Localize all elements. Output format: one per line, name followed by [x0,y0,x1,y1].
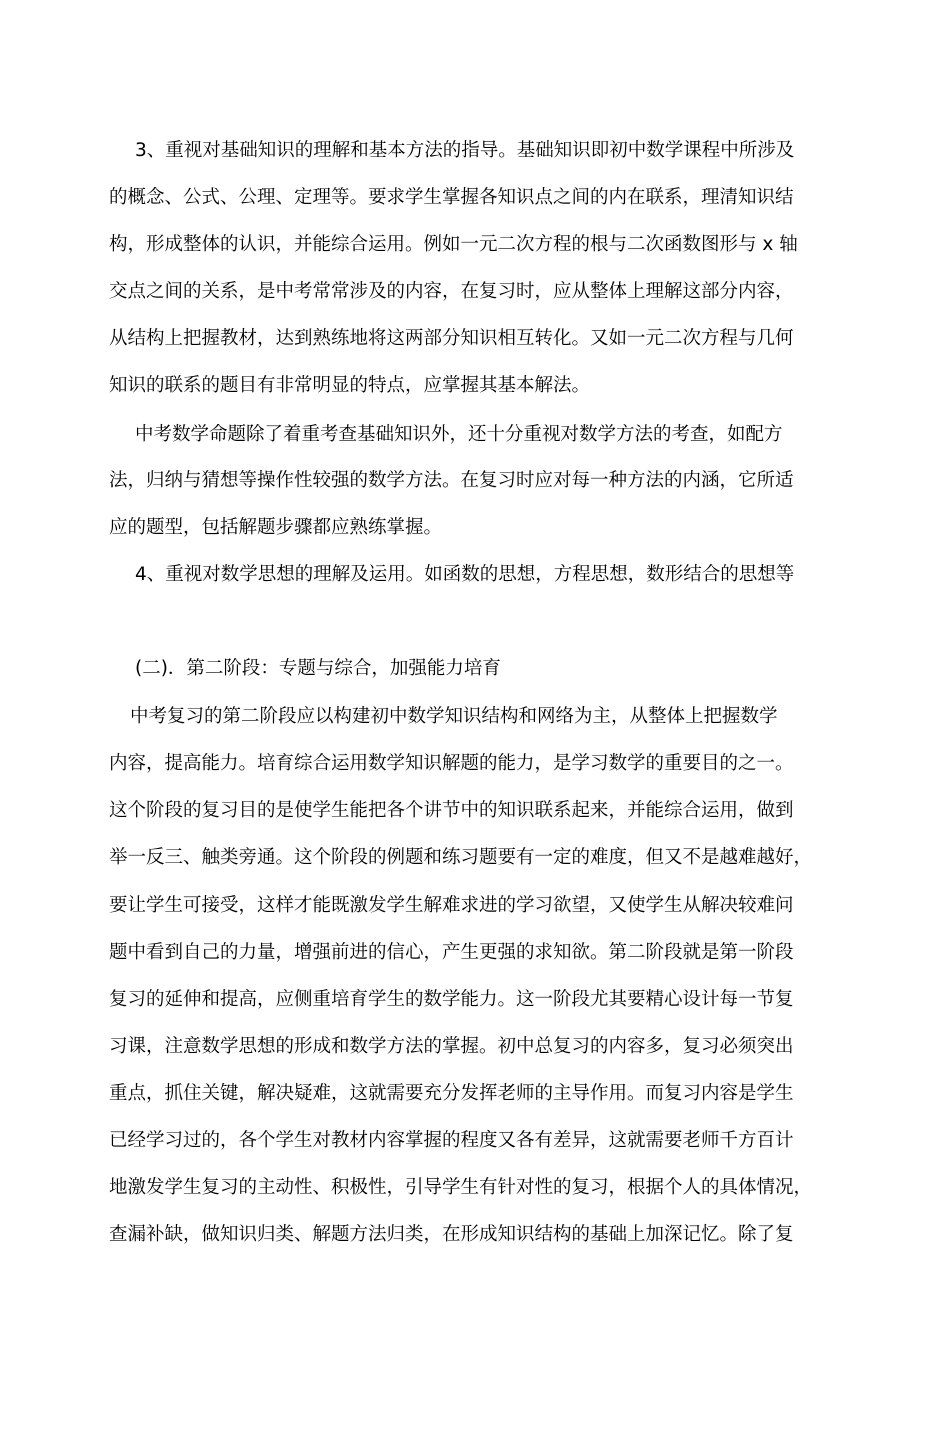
stage-two-line-7: 复习的延伸和提高，应侧重培育学生的数学能力。这一阶段尤其要精心设计每一节复 [109,989,794,1010]
stage-two-line-2: 内容，提高能力。培育综合运用数学知识解题的能力，是学习数学的重要目的之一。 [109,753,794,774]
paragraph-3-line-6: 知识的联系的题目有非常明显的特点，应掌握其基本解法。 [109,375,591,396]
paragraph-3-line-1: 3、重视对基础知识的理解和基本方法的指导。基础知识即初中数学课程中所涉及 [135,140,795,161]
methods-paragraph-line-3: 应的题型，包括解题步骤都应熟练掌握。 [109,517,443,538]
paragraph-4-line-1: 4、重视对数学思想的理解及运用。如函数的思想，方程思想，数形结合的思想等 [135,564,795,585]
stage-two-line-9: 重点，抓住关键，解决疑难，这就需要充分发挥老师的主导作用。而复习内容是学生 [109,1083,794,1104]
stage-two-line-11: 地激发学生复习的主动性、积极性，引导学生有针对性的复习，根据个人的具体情况， [109,1177,813,1198]
stage-two-line-8: 习课，注意数学思想的形成和数学方法的掌握。初中总复习的内容多，复习必须突出 [109,1036,794,1057]
stage-two-line-1: 中考复习的第二阶段应以构建初中数学知识结构和网络为主，从整体上把握数学 [130,706,778,727]
stage-two-line-10: 已经学习过的，各个学生对教材内容掌握的程度又各有差异，这就需要老师千方百计 [109,1130,794,1151]
stage-two-line-6: 题中看到自己的力量，增强前进的信心，产生更强的求知欲。第二阶段就是第一阶段 [109,942,794,963]
paragraph-3-line-3: 构，形成整体的认识，并能综合运用。例如一元二次方程的根与二次函数图形与 x 轴 [109,234,798,255]
paragraph-3-line-4: 交点之间的关系，是中考常常涉及的内容，在复习时，应从整体上理解这部分内容， [109,281,794,302]
stage-two-line-4: 举一反三、触类旁通。这个阶段的例题和练习题要有一定的难度，但又不是越难越好， [109,847,813,868]
methods-paragraph-line-1: 中考数学命题除了着重考查基础知识外，还十分重视对数学方法的考查，如配方 [135,424,783,445]
stage-two-line-3: 这个阶段的复习目的是使学生能把各个讲节中的知识联系起来，并能综合运用，做到 [109,800,794,821]
stage-two-line-12: 查漏补缺，做知识归类、解题方法归类，在形成知识结构的基础上加深记忆。除了复 [109,1224,794,1245]
paragraph-3-line-5: 从结构上把握教材，达到熟练地将这两部分知识相互转化。又如一元二次方程与几何 [109,328,794,349]
stage-two-line-5: 要让学生可接受，这样才能既激发学生解难求进的学习欲望，又使学生从解决较难问 [109,895,794,916]
paragraph-3-line-2: 的概念、公式、公理、定理等。要求学生掌握各知识点之间的内在联系，理清知识结 [109,187,794,208]
methods-paragraph-line-2: 法，归纳与猜想等操作性较强的数学方法。在复习时应对每一种方法的内涵，它所适 [109,470,794,491]
section-heading: (二)．第二阶段：专题与综合，加强能力培育 [135,658,501,679]
